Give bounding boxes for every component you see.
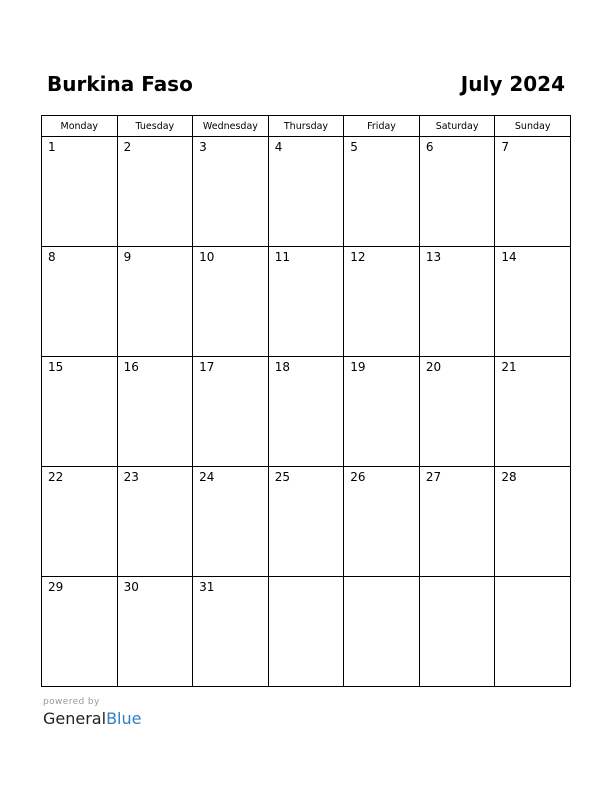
day-cell [117, 467, 193, 577]
day-cell [419, 577, 495, 687]
day-cell [193, 247, 269, 357]
week-row-4 [42, 467, 571, 577]
day-number: 29 [48, 580, 64, 594]
day-number: 1 [48, 140, 56, 154]
weekday-wednesday: Wednesday [193, 116, 269, 137]
day-cell [495, 247, 571, 357]
day-cell [117, 247, 193, 357]
weekday-saturday: Saturday [419, 116, 495, 137]
day-cell [193, 467, 269, 577]
day-cell [419, 247, 495, 357]
day-cell [117, 357, 193, 467]
day-cell [268, 357, 344, 467]
day-cell [344, 577, 420, 687]
calendar-grid [41, 115, 571, 687]
day-number: 21 [501, 360, 517, 374]
week-row-3 [42, 357, 571, 467]
day-cell [42, 247, 118, 357]
day-number: 15 [48, 360, 64, 374]
day-number: 22 [48, 470, 64, 484]
week-row-2 [42, 247, 571, 357]
weekday-monday: Monday [42, 116, 118, 137]
powered-by-text: powered by [43, 697, 100, 707]
day-number: 9 [123, 250, 132, 264]
day-number: 23 [123, 470, 139, 484]
weekday-friday: Friday [344, 116, 420, 137]
day-number: 2 [123, 140, 132, 154]
day-cell [268, 577, 344, 687]
day-number: 7 [501, 140, 510, 154]
day-number: 26 [350, 470, 366, 484]
day-number [420, 577, 495, 580]
day-cell [117, 577, 193, 687]
day-number: 14 [501, 250, 517, 264]
day-number: 5 [350, 140, 358, 154]
day-number: 8 [48, 250, 56, 264]
day-cell [495, 467, 571, 577]
day-cell [268, 137, 344, 247]
footer-branding [43, 697, 141, 729]
day-number [269, 577, 344, 580]
day-number: 13 [425, 250, 442, 264]
day-cell [42, 577, 118, 687]
brand-logo [43, 709, 141, 729]
day-cell [268, 467, 344, 577]
day-cell [344, 467, 420, 577]
month-title: July 2024 [460, 72, 565, 96]
day-number [344, 577, 419, 580]
day-cell [42, 357, 118, 467]
day-number: 12 [350, 250, 366, 264]
day-cell [495, 137, 571, 247]
day-cell [193, 577, 269, 687]
day-cell [344, 137, 420, 247]
brand-general-text: General [43, 709, 107, 728]
weekday-header-row [42, 116, 571, 137]
weekday-sunday: Sunday [495, 116, 571, 137]
day-number: 10 [199, 250, 215, 264]
day-number: 17 [199, 360, 215, 374]
day-cell [419, 467, 495, 577]
day-number: 28 [501, 470, 517, 484]
day-cell [42, 467, 118, 577]
weekday-tuesday: Tuesday [117, 116, 193, 137]
day-cell [344, 357, 420, 467]
day-number: 25 [274, 470, 290, 484]
day-number: 30 [123, 580, 139, 594]
day-cell [117, 137, 193, 247]
country-title: Burkina Faso [47, 72, 193, 96]
day-number: 6 [425, 140, 434, 154]
day-cell [193, 357, 269, 467]
day-number: 4 [274, 140, 283, 154]
day-cell [495, 357, 571, 467]
day-number: 16 [123, 360, 139, 374]
day-number [495, 577, 570, 580]
day-number: 18 [274, 360, 290, 374]
day-number: 31 [199, 580, 215, 594]
day-cell [344, 247, 420, 357]
day-cell [419, 357, 495, 467]
day-number: 20 [425, 360, 442, 374]
day-number: 11 [274, 250, 290, 264]
day-cell [495, 577, 571, 687]
day-number: 24 [199, 470, 215, 484]
day-cell [42, 137, 118, 247]
brand-blue-text: Blue [106, 709, 142, 728]
day-number: 27 [425, 470, 442, 484]
week-row-1 [42, 137, 571, 247]
day-cell [419, 137, 495, 247]
week-row-5 [42, 577, 571, 687]
day-cell [268, 247, 344, 357]
day-number: 3 [199, 140, 207, 154]
day-number: 19 [350, 360, 366, 374]
day-cell [193, 137, 269, 247]
weekday-thursday: Thursday [268, 116, 344, 137]
